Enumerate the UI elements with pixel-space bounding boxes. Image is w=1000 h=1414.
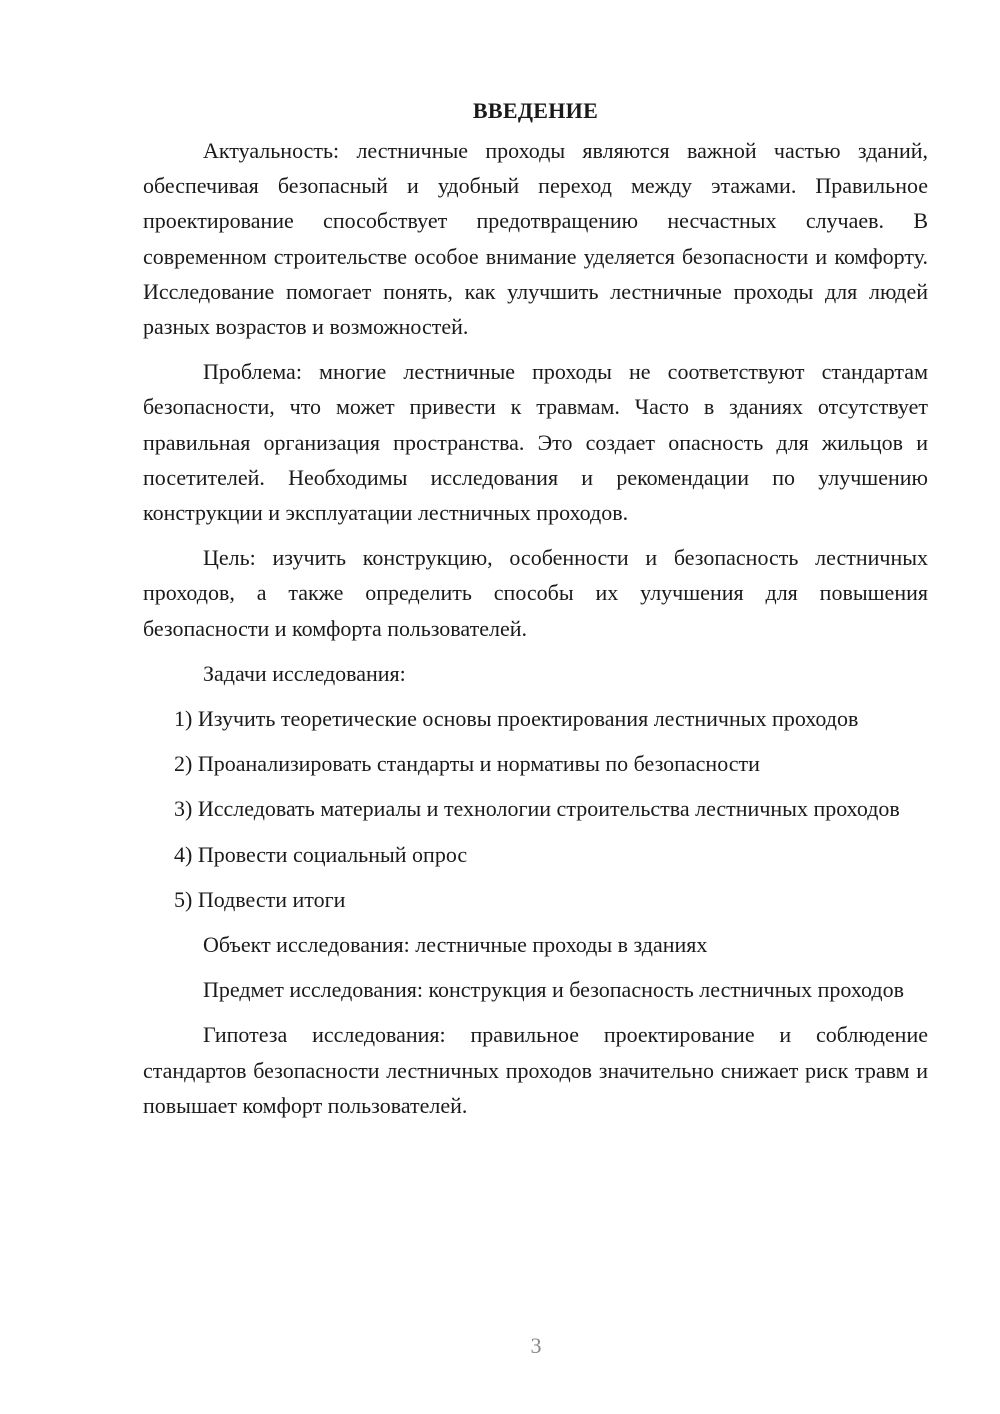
tasks-heading: Задачи исследования: (203, 660, 406, 686)
task-item-4: 4) Провести социальный опрос (174, 841, 468, 867)
relevance-paragraph: Актуальность: лестничные проходы являются важной частью зданий, обеспечивая безопасный и удобный переход между этажами. Правильное проектирование способствует предотвращению несчастных случаев. В современном строительстве особое внимание уделяется безопасности и комфорту. Исследование помогает понять, как улучшить лестничные проходы для людей разных возрастов и возможностей. (143, 138, 928, 340)
goal-paragraph: Цель: изучить конструкцию, особенности и безопасность лестничных проходов, а также определить способы их улучшения для повышения безопасности и комфорта пользователей. (143, 545, 928, 641)
hypothesis-paragraph: Гипотеза исследования: правильное проектирование и соблюдение стандартов безопасности лестничных проходов значительно снижает риск травм и повышает комфорт пользователей. (143, 1022, 928, 1118)
task-item-5: 5) Подвести итоги (174, 886, 346, 912)
task-item-1: 1) Изучить теоретические основы проектирования лестничных проходов (174, 706, 859, 732)
task-item-3: 3) Исследовать материалы и технологии строительства лестничных проходов (174, 796, 900, 822)
page-number: 3 (530, 1333, 542, 1358)
task-item-2: 2) Проанализировать стандарты и нормативы по безопасности (174, 751, 760, 777)
subject-paragraph: Предмет исследования: конструкция и безопасность лестничных проходов (203, 977, 904, 1003)
page-title: ВВЕДЕНИЕ (472, 98, 599, 123)
problem-paragraph: Проблема: многие лестничные проходы не соответствуют стандартам безопасности, что может привести к травмам. Часто в зданиях отсутствует правильная организация пространства. Это создает опасность для жильцов и посетителей. Необходимы исследования и рекомендации по улучшению конструкции и эксплуатации лестничных проходов. (143, 359, 928, 526)
document-page (143, 95, 928, 1133)
object-paragraph: Объект исследования: лестничные проходы в зданиях (203, 932, 708, 958)
